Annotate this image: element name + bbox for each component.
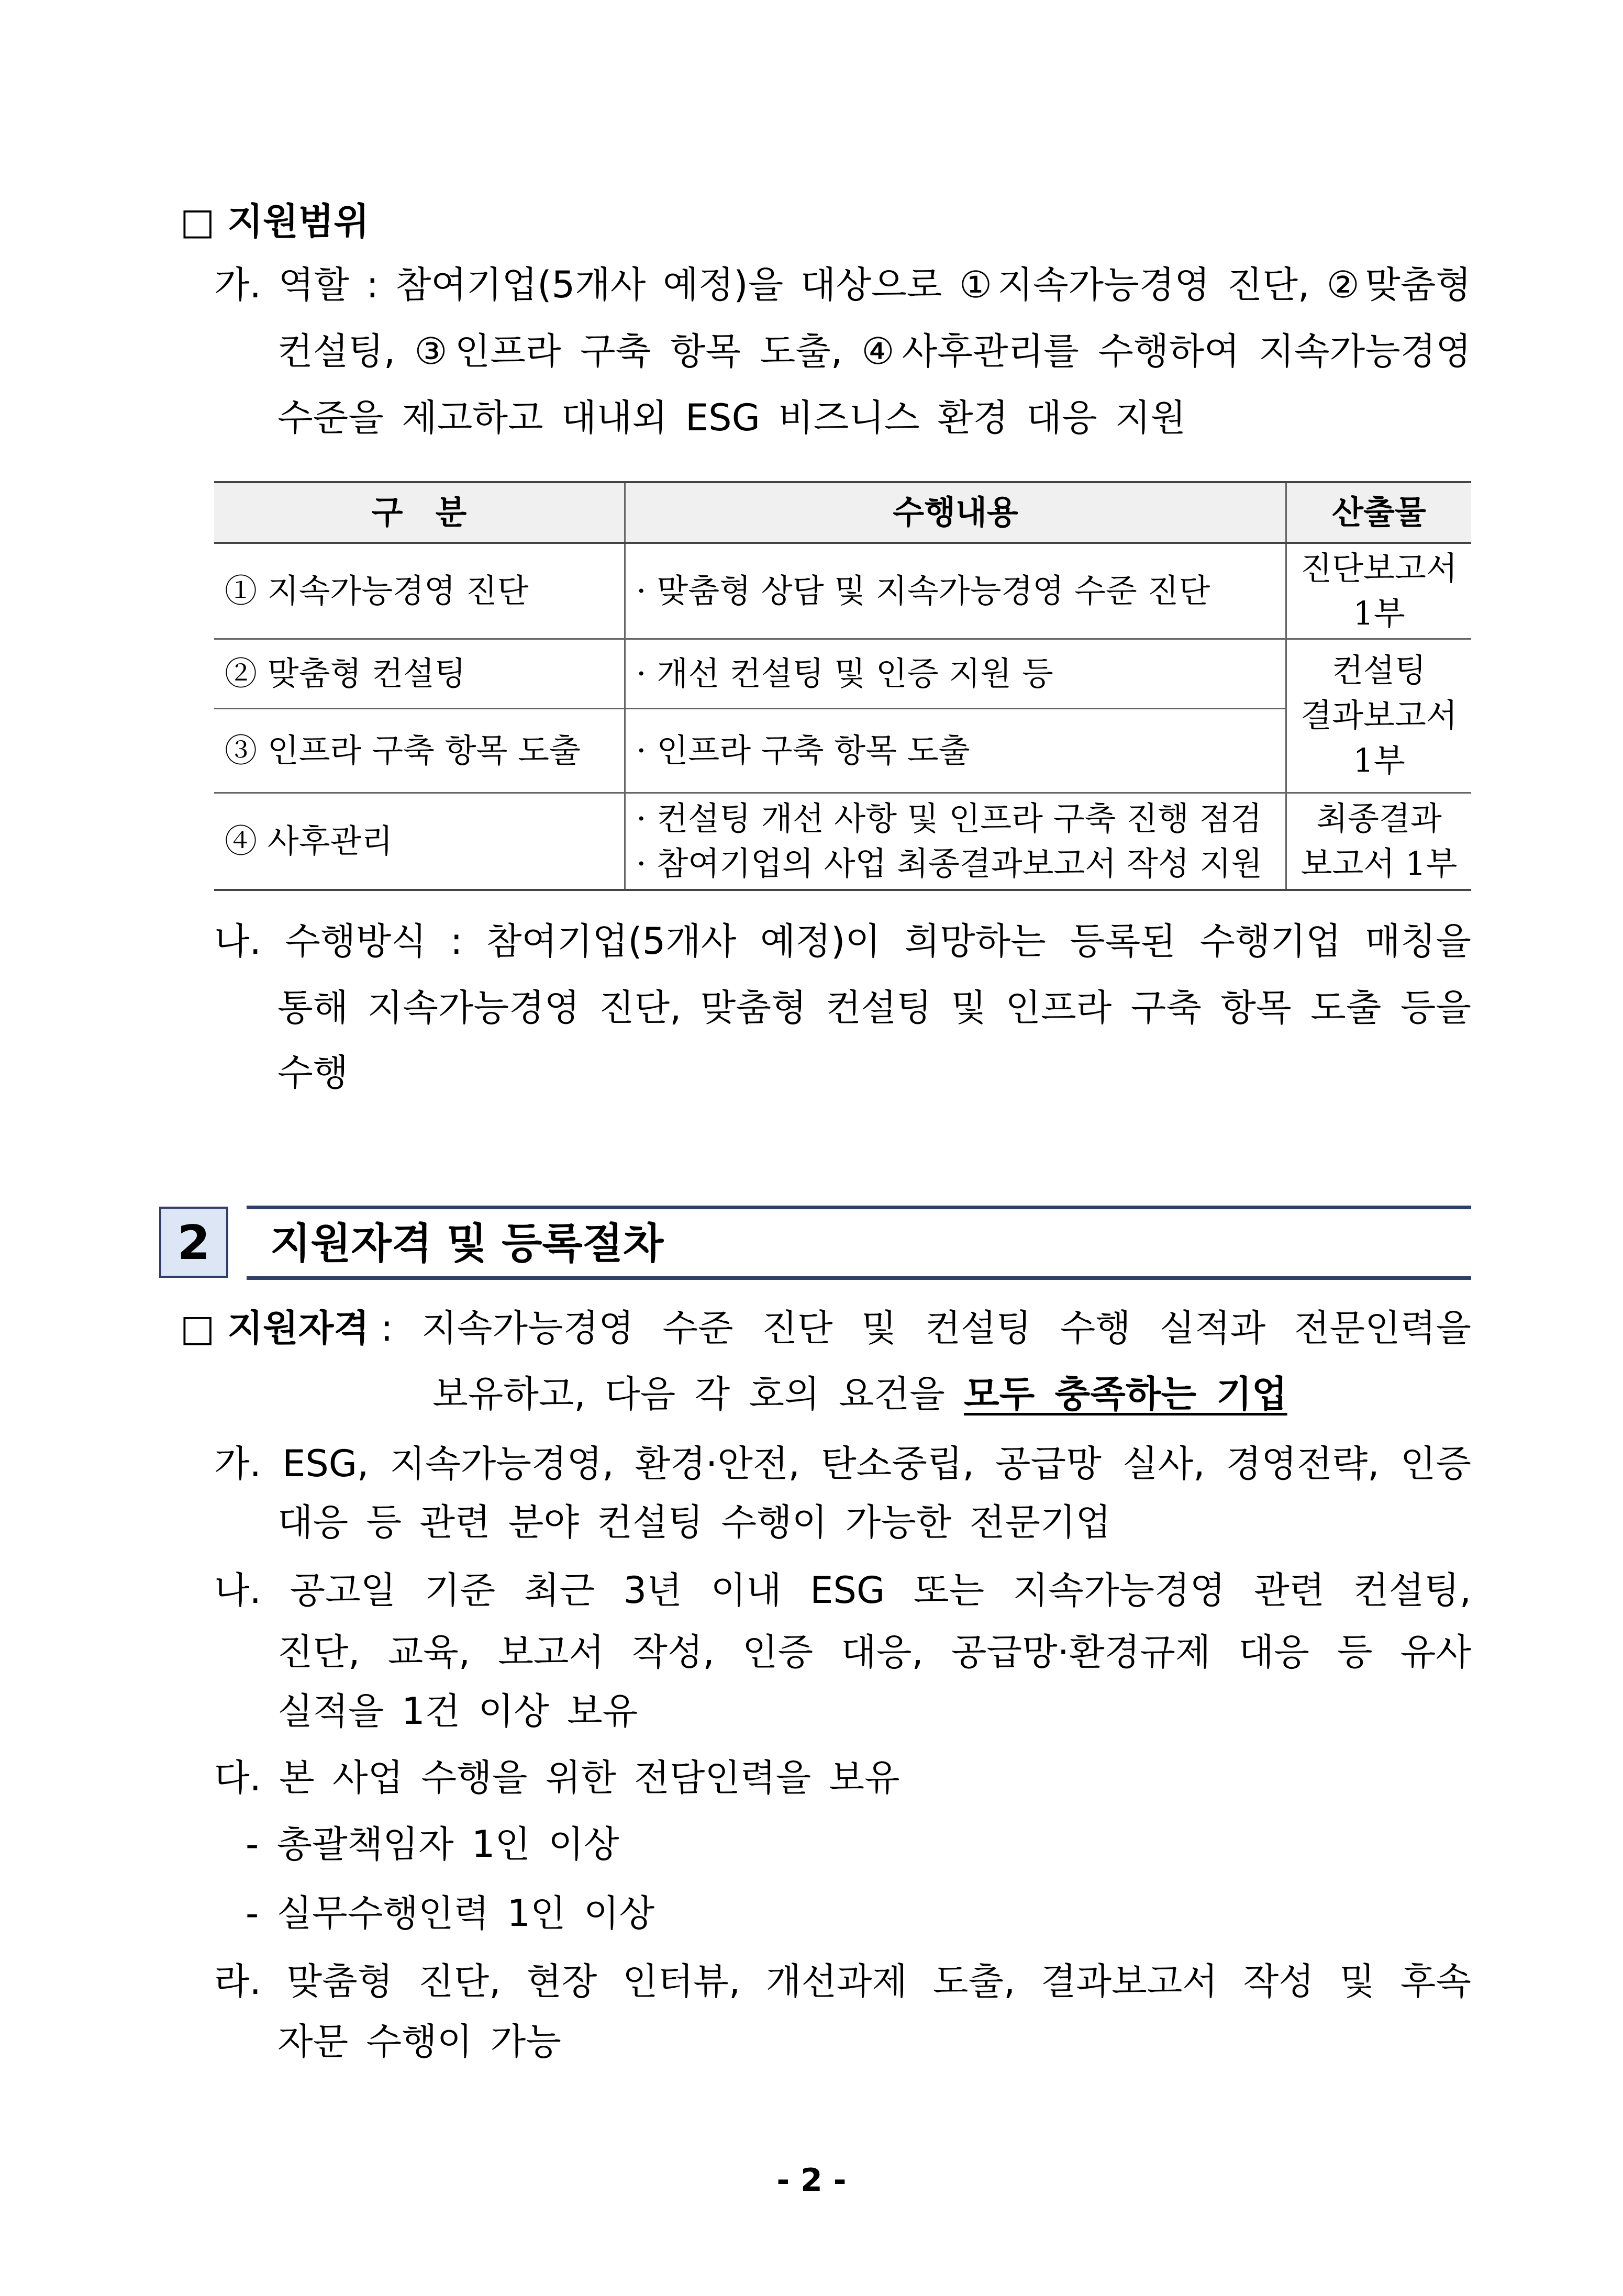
qual-ga-line: 가. ESG, 지속가능경영, 환경·안전, 탄소중립, 공급망 실사, 경영전략, 인증 — [214, 1442, 1471, 1485]
scope-table — [214, 481, 1471, 891]
row-output — [1286, 543, 1472, 639]
row-category: ② 맞춤형 컨설팅 — [214, 639, 625, 708]
scope-na-line: 통해 지속가능경영 진단, 맞춤형 컨설팅 및 인프라 구축 항목 도출 등을 — [277, 986, 1471, 1029]
qual-emphasis: 모두 충족하는 기업 — [963, 1373, 1287, 1416]
output-line: 최종결과 — [1316, 799, 1442, 838]
table-header-row — [214, 482, 1471, 543]
scope-na-line: 나. 수행방식 : 참여기업(5개사 예정)이 희망하는 등록된 수행기업 매칭을 — [214, 920, 1471, 963]
section-number-badge: 2 — [159, 1207, 228, 1278]
page-number: - 2 - — [776, 2162, 847, 2199]
header-content: 수행내용 — [625, 482, 1286, 543]
qual-ra-line: 자문 수행이 가능 — [277, 2020, 561, 2063]
scope-ga-line: 컨설팅, ③인프라 구축 항목 도출, ④사후관리를 수행하여 지속가능경영 — [277, 330, 1471, 373]
output-line: 결과보고서 — [1300, 696, 1458, 734]
row-content — [625, 793, 1286, 890]
output-line: 진단보고서 — [1300, 549, 1458, 587]
output-line: 1부 — [1353, 594, 1405, 632]
header-output: 산출물 — [1286, 482, 1472, 543]
section-top-rule — [247, 1206, 1471, 1209]
qual-ra-line: 라. 맞춤형 진단, 현장 인터뷰, 개선과제 도출, 결과보고서 작성 및 후속 — [214, 1960, 1471, 2003]
qual-ga-line: 대응 등 관련 분야 컨설팅 수행이 가능한 전문기업 — [277, 1501, 1111, 1544]
row-content: · 인프라 구축 항목 도출 — [625, 708, 1286, 793]
row-output — [1286, 793, 1472, 890]
qual-line — [180, 1302, 1471, 1354]
row-category: ④ 사후관리 — [214, 793, 625, 890]
row-category: ① 지속가능경영 진단 — [214, 543, 625, 639]
qual-line2 — [432, 1368, 1287, 1420]
header-category: 구 분 — [214, 482, 625, 543]
section-title: 지원자격 및 등록절차 — [270, 1219, 664, 1268]
row-category: ③ 인프라 구축 항목 도출 — [214, 708, 625, 793]
scope-ga-line: 수준을 제고하고 대내외 ESG 비즈니스 환경 대응 지원 — [277, 396, 1186, 439]
content-line: · 참여기업의 사업 최종결과보고서 작성 지원 — [636, 844, 1263, 883]
scope-ga-line: 가. 역할 : 참여기업(5개사 예정)을 대상으로 ①지속가능경영 진단, ②맞춤형 — [214, 263, 1471, 306]
qual-da-item: - 총괄책임자 1인 이상 — [246, 1823, 619, 1866]
qual-da-item: - 실무수행인력 1인 이상 — [246, 1892, 655, 1935]
section-bottom-rule — [247, 1276, 1471, 1280]
qual-text: 보유하고, 다음 각 호의 요건을 — [432, 1373, 945, 1416]
table-row — [214, 543, 1471, 639]
scope-na-line: 수행 — [277, 1051, 349, 1094]
output-line: 보고서 1부 — [1300, 844, 1458, 883]
qual-text: : 지속가능경영 수준 진단 및 컨설팅 수행 실적과 전문인력을 — [381, 1307, 1471, 1350]
table-row — [214, 793, 1471, 890]
qual-label: □ 지원자격 — [180, 1307, 369, 1350]
content-line: · 컨설팅 개선 사항 및 인프라 구축 진행 점검 — [636, 799, 1262, 838]
qual-na-line: 나. 공고일 기준 최근 3년 이내 ESG 또는 지속가능경영 관련 컨설팅, — [214, 1569, 1471, 1612]
table-row — [214, 639, 1471, 708]
row-content: · 맞춤형 상담 및 지속가능경영 수준 진단 — [625, 543, 1286, 639]
qual-da-line: 다. 본 사업 수행을 위한 전담인력을 보유 — [214, 1756, 900, 1799]
scope-heading: □ 지원범위 — [180, 200, 369, 243]
row-content: · 개선 컨설팅 및 인증 지원 등 — [625, 639, 1286, 708]
output-line: 컨설팅 — [1332, 651, 1426, 689]
qual-na-line: 진단, 교육, 보고서 작성, 인증 대응, 공급망·환경규제 대응 등 유사 — [277, 1631, 1471, 1674]
qual-na-line: 실적을 1건 이상 보유 — [277, 1690, 638, 1733]
table-row — [214, 708, 1471, 793]
row-output — [1286, 639, 1472, 793]
output-line: 1부 — [1353, 741, 1405, 779]
